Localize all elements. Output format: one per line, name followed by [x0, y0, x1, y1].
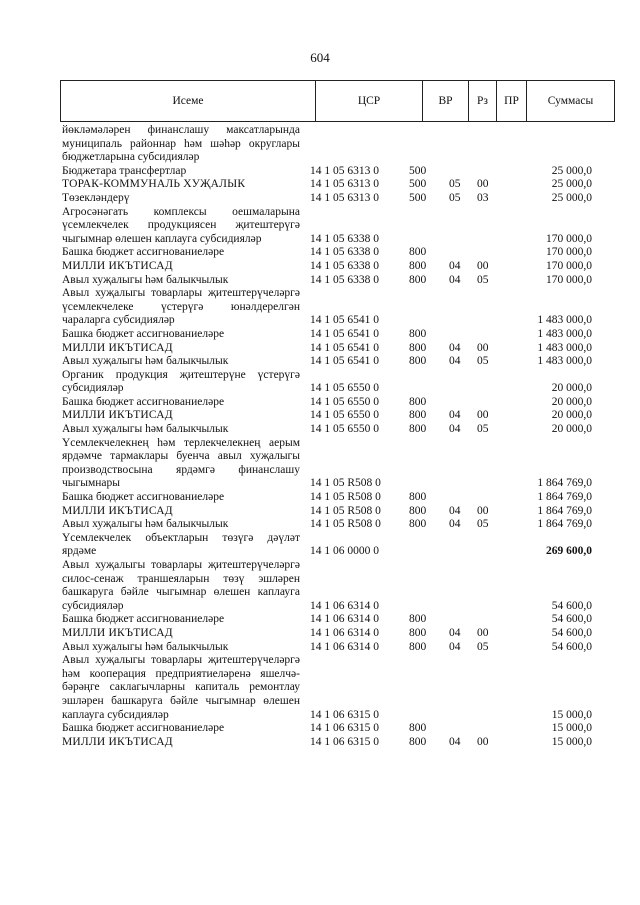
table-row [62, 491, 592, 505]
row-values [310, 709, 592, 723]
row-vr: 500 [409, 178, 427, 191]
table-body [62, 124, 592, 749]
row-values [310, 314, 592, 328]
row-pr: 00 [477, 735, 489, 748]
table-row [62, 518, 592, 532]
table-row [62, 124, 592, 165]
row-rz: 05 [449, 178, 461, 191]
row-pr: 00 [477, 178, 489, 191]
row-name: Авыл хуҗалыгы һәм балыкчылык [62, 640, 229, 653]
table-row [62, 369, 592, 396]
row-name: Үсемлекчелек объектларын төзүгә дәүләт ярдәме [62, 531, 300, 558]
row-rz: 04 [449, 640, 461, 653]
row-name: Башка бюджет ассигнованиеләре [62, 395, 225, 408]
row-sum: 1 864 769,0 [537, 518, 592, 531]
table-row [62, 423, 592, 437]
row-csr: 14 1 05 6541 0 [310, 327, 379, 340]
row-csr: 14 1 05 R508 0 [310, 491, 381, 504]
row-pr: 00 [477, 341, 489, 354]
row-values [310, 409, 592, 423]
table-header [60, 80, 615, 122]
row-values [310, 600, 592, 614]
row-values [310, 246, 592, 260]
row-values [310, 328, 592, 342]
table-row [62, 192, 592, 206]
row-vr: 800 [409, 626, 427, 639]
row-rz: 04 [449, 504, 461, 517]
row-sum: 20 000,0 [551, 382, 592, 395]
row-rz: 05 [449, 191, 461, 204]
row-sum: 54 600,0 [551, 599, 592, 612]
row-vr: 800 [409, 735, 427, 748]
header-name: Исеме [61, 81, 316, 121]
row-rz: 04 [449, 423, 461, 436]
row-values [310, 518, 592, 532]
row-sum: 15 000,0 [551, 722, 592, 735]
table-row [62, 342, 592, 356]
row-vr: 800 [409, 518, 427, 531]
row-pr: 05 [477, 423, 489, 436]
row-sum: 1 864 769,0 [537, 491, 592, 504]
row-pr: 05 [477, 355, 489, 368]
row-values [310, 355, 592, 369]
row-name: Авыл хуҗалыгы товарлары җитештерүчеләргә үсемлекчелеке үстерүгә юнәлдерелгән чараларга субсидияләр [62, 287, 300, 327]
row-sum: 170 000,0 [546, 273, 592, 286]
row-sum: 54 600,0 [551, 626, 592, 639]
row-vr: 800 [409, 504, 427, 517]
row-sum: 1 483 000,0 [537, 327, 592, 340]
table-row [62, 505, 592, 519]
row-vr: 800 [409, 409, 427, 422]
row-sum: 1 483 000,0 [537, 341, 592, 354]
header-pr: ПР [497, 81, 527, 121]
row-name: Башка бюджет ассигнованиеләре [62, 246, 225, 259]
row-rz: 04 [449, 341, 461, 354]
row-name: МИЛЛИ ИКЪТИСАД [62, 259, 173, 272]
row-sum: 25 000,0 [551, 178, 592, 191]
row-sum: 25 000,0 [551, 191, 592, 204]
row-vr: 800 [409, 327, 427, 340]
row-csr: 14 1 05 6338 0 [310, 232, 379, 245]
row-name: Бюджетара трансфертлар [62, 164, 187, 177]
row-values [310, 477, 592, 491]
row-vr: 800 [409, 722, 427, 735]
row-rz: 04 [449, 355, 461, 368]
table-row [62, 532, 592, 559]
row-values [310, 274, 592, 288]
header-vr: ВР [423, 81, 469, 121]
row-name: МИЛЛИ ИКЪТИСАД [62, 735, 173, 748]
row-csr: 14 1 05 6541 0 [310, 314, 379, 327]
row-name: Башка бюджет ассигнованиеләре [62, 491, 225, 504]
row-vr: 800 [409, 246, 427, 259]
row-csr: 14 1 05 R508 0 [310, 518, 381, 531]
row-csr: 14 1 05 6313 0 [310, 191, 379, 204]
row-csr: 14 1 05 R508 0 [310, 477, 381, 490]
table-row [62, 627, 592, 641]
header-csr: ЦСР [316, 81, 423, 121]
row-vr: 800 [409, 259, 427, 272]
table-row [62, 328, 592, 342]
page-number: 604 [310, 50, 330, 65]
row-name: ТОРАК-КОММУНАЛЬ ХУҖАЛЫК [62, 178, 246, 191]
row-values [310, 192, 592, 206]
row-csr: 14 1 06 6314 0 [310, 599, 379, 612]
table-row [62, 396, 592, 410]
table-row [62, 409, 592, 423]
row-vr: 800 [409, 273, 427, 286]
row-vr: 800 [409, 355, 427, 368]
table-row [62, 559, 592, 613]
header-sum: Суммасы [547, 95, 594, 107]
row-sum: 54 600,0 [551, 640, 592, 653]
row-values [310, 178, 592, 192]
row-name: Үсемлекчелекнең һәм терлекчелекнең аерым ярдәмче тармаклары буенча авыл хуҗалыгы производствосына ярдәмгә финанслашу чыгымнары [62, 436, 300, 490]
row-csr: 14 1 06 6314 0 [310, 640, 379, 653]
row-vr: 800 [409, 613, 427, 626]
row-sum: 20 000,0 [551, 409, 592, 422]
row-sum: 15 000,0 [551, 735, 592, 748]
row-values [310, 505, 592, 519]
row-name: Авыл хуҗалыгы һәм балыкчылык [62, 273, 229, 286]
row-sum: 1 483 000,0 [537, 355, 592, 368]
row-name: Башка бюджет ассигнованиеләре [62, 327, 225, 340]
row-vr: 800 [409, 395, 427, 408]
table-row [62, 165, 592, 179]
row-sum: 269 600,0 [546, 545, 592, 558]
row-sum: 1 864 769,0 [537, 477, 592, 490]
table-row [62, 613, 592, 627]
row-name: Башка бюджет ассигнованиеләре [62, 613, 225, 626]
row-name: МИЛЛИ ИКЪТИСАД [62, 626, 173, 639]
header-rz: Рз [469, 81, 497, 121]
row-rz: 04 [449, 259, 461, 272]
row-sum: 25 000,0 [551, 164, 592, 177]
row-csr: 14 1 05 6541 0 [310, 355, 379, 368]
row-name: Авыл хуҗалыгы һәм балыкчылык [62, 423, 229, 436]
row-csr: 14 1 05 6541 0 [310, 341, 379, 354]
row-csr: 14 1 06 6315 0 [310, 722, 379, 735]
row-values [310, 736, 592, 750]
row-csr: 14 1 06 6314 0 [310, 613, 379, 626]
row-name: МИЛЛИ ИКЪТИСАД [62, 341, 173, 354]
row-pr: 00 [477, 504, 489, 517]
row-pr: 00 [477, 259, 489, 272]
row-rz: 04 [449, 735, 461, 748]
row-pr: 05 [477, 273, 489, 286]
row-values [310, 613, 592, 627]
row-csr: 14 1 05 6313 0 [310, 178, 379, 191]
row-sum: 15 000,0 [551, 708, 592, 721]
row-rz: 04 [449, 273, 461, 286]
row-csr: 14 1 06 6315 0 [310, 708, 379, 721]
row-name: Төзекләндерү [62, 191, 130, 204]
table-row [62, 654, 592, 722]
row-csr: 14 1 05 6550 0 [310, 423, 379, 436]
row-sum: 170 000,0 [546, 232, 592, 245]
row-vr: 800 [409, 640, 427, 653]
row-sum: 20 000,0 [551, 395, 592, 408]
row-pr: 03 [477, 191, 489, 204]
row-csr: 14 1 06 6314 0 [310, 626, 379, 639]
row-vr: 500 [409, 164, 427, 177]
row-pr: 05 [477, 518, 489, 531]
row-values [310, 151, 592, 165]
row-rz: 04 [449, 518, 461, 531]
row-name: Авыл хуҗалыгы товарлары җитештерүчеләргә һәм кооперация предприятиеләренә яшелчә-бәрәңге саклагычларны капиталь ремонтлау эшләрен башкаруга бәйле чыгымнар өлешен каплауга субсидияләр [62, 654, 300, 721]
row-rz: 04 [449, 626, 461, 639]
row-values [310, 627, 592, 641]
table-row [62, 274, 592, 288]
row-sum: 20 000,0 [551, 423, 592, 436]
row-csr: 14 1 05 6313 0 [310, 164, 379, 177]
row-values [310, 545, 592, 559]
row-csr: 14 1 05 6550 0 [310, 409, 379, 422]
table-row [62, 641, 592, 655]
row-name: Агросәнәгать комплексы оешмаларына үсемлекчелек продукциясен җитештерүгә чыгымнар өлешен каплауга субсидияләр [62, 205, 300, 245]
row-values [310, 491, 592, 505]
table-row [62, 246, 592, 260]
row-values [310, 641, 592, 655]
row-csr: 14 1 05 6338 0 [310, 273, 379, 286]
row-pr: 00 [477, 626, 489, 639]
row-vr: 800 [409, 423, 427, 436]
row-csr: 14 1 05 6338 0 [310, 259, 379, 272]
table-row [62, 437, 592, 491]
row-name: Башка бюджет ассигнованиеләре [62, 722, 225, 735]
row-sum: 170 000,0 [546, 246, 592, 259]
row-sum: 54 600,0 [551, 613, 592, 626]
row-name: йөкләмәләрен финанслашу максатларында муниципаль районнар һәм шәһәр округлары бюджетларына субсидияләр [62, 124, 300, 164]
table-row [62, 722, 592, 736]
table-row [62, 287, 592, 328]
table-row [62, 206, 592, 247]
row-values [310, 423, 592, 437]
row-csr: 14 1 06 0000 0 [310, 545, 379, 558]
row-values [310, 722, 592, 736]
table-row [62, 178, 592, 192]
row-values [310, 165, 592, 179]
row-csr: 14 1 06 6315 0 [310, 735, 379, 748]
row-pr: 00 [477, 409, 489, 422]
row-sum: 1 483 000,0 [537, 314, 592, 327]
row-name: Авыл хуҗалыгы товарлары җитештерүчеләргә силос-сенаж траншеяларын төзү эшләрен башкаруга бәйле чыгымнар өлешен каплауга субсидияләр [62, 559, 300, 612]
row-sum: 170 000,0 [546, 259, 592, 272]
row-values [310, 233, 592, 247]
row-values [310, 396, 592, 410]
table-row [62, 736, 592, 750]
row-name: Авыл хуҗалыгы һәм балыкчылык [62, 518, 229, 531]
row-vr: 800 [409, 341, 427, 354]
row-rz: 04 [449, 409, 461, 422]
row-vr: 800 [409, 491, 427, 504]
row-vr: 500 [409, 191, 427, 204]
row-values [310, 342, 592, 356]
row-csr: 14 1 05 6550 0 [310, 382, 379, 395]
row-name: Органик продукция җитештерүне үстерүгә субсидияләр [62, 368, 300, 395]
row-csr: 14 1 05 R508 0 [310, 504, 381, 517]
row-name: МИЛЛИ ИКЪТИСАД [62, 409, 173, 422]
table-row [62, 260, 592, 274]
table-row [62, 355, 592, 369]
row-sum: 1 864 769,0 [537, 504, 592, 517]
row-name: МИЛЛИ ИКЪТИСАД [62, 504, 173, 517]
row-name: Авыл хуҗалыгы һәм балыкчылык [62, 355, 229, 368]
row-pr: 05 [477, 640, 489, 653]
row-csr: 14 1 05 6338 0 [310, 246, 379, 259]
row-csr: 14 1 05 6550 0 [310, 395, 379, 408]
row-values [310, 260, 592, 274]
row-values [310, 382, 592, 396]
